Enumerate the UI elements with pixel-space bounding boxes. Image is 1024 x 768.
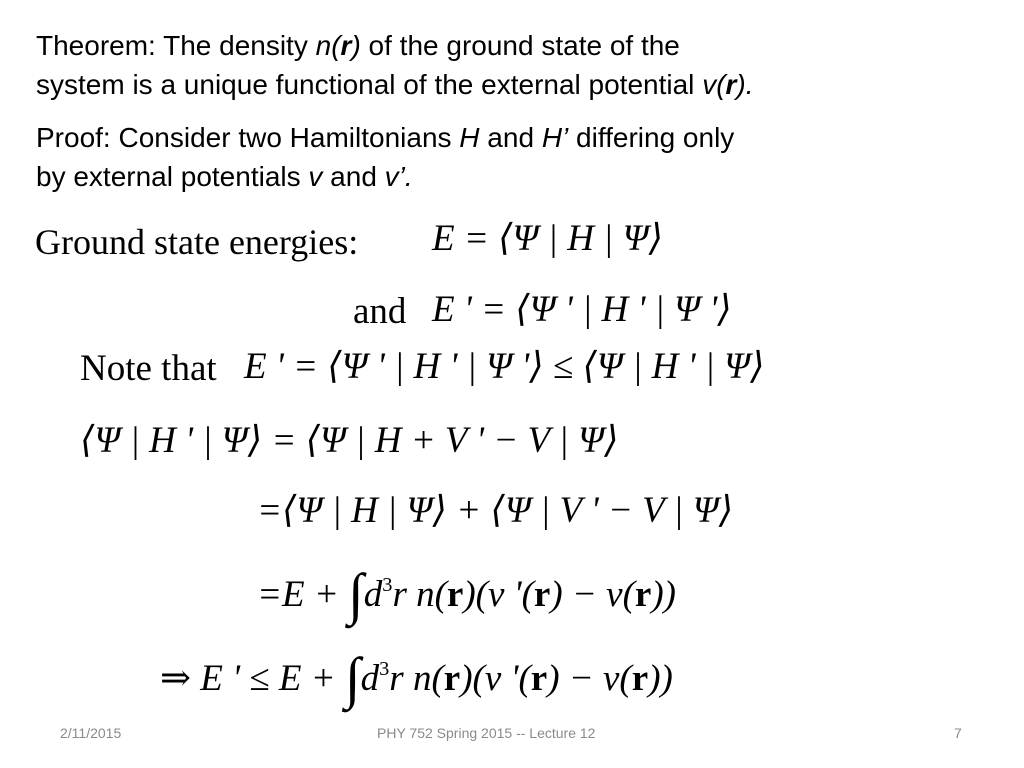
equation-inequality-text: E ' = ⟨Ψ ' | H ' | Ψ '⟩ ≤ ⟨Ψ | H ' | Ψ⟩	[244, 346, 765, 387]
equation-integral-end: ))	[651, 574, 676, 616]
equation-conclusion-end: ))	[648, 658, 673, 700]
proof-hamiltonian-h-prime: H’	[541, 122, 569, 153]
theorem-potential-r: r	[725, 69, 737, 100]
and-line	[353, 293, 406, 330]
proof-and-2: and	[322, 161, 385, 192]
equation-ground-energy-text: E = ⟨Ψ | H | Ψ⟩	[432, 218, 664, 259]
theorem-potential-close: ).	[736, 69, 754, 100]
equation-integral-mid: )(v '(	[463, 574, 534, 616]
equation-conclusion-mid: )(v '(	[460, 658, 531, 700]
proof-line-2	[36, 157, 734, 196]
proof-text	[36, 118, 734, 196]
note-line	[80, 350, 217, 387]
note-label: Note that	[80, 348, 217, 389]
ground-state-line	[35, 224, 358, 260]
equation-inequality	[244, 348, 765, 385]
theorem-density-r: r	[340, 30, 352, 61]
equation-integral-density: r n(	[392, 574, 447, 616]
theorem-density-symbol: n(	[315, 30, 341, 61]
ground-state-label: Ground state energies:	[35, 222, 359, 262]
equation-expansion-text: ⟨Ψ | H ' | Ψ⟩ = ⟨Ψ | H + V ' − V | Ψ⟩	[80, 420, 619, 461]
equation-integral-r-1: r	[446, 574, 464, 616]
equation-ground-energy-prime-text: E ' = ⟨Ψ ' | H ' | Ψ '⟩	[432, 289, 732, 330]
equation-integral-r-3: r	[634, 574, 652, 616]
theorem-line-1	[36, 26, 754, 65]
proof-potential-v-prime: v’.	[384, 161, 413, 192]
equation-conclusion-density: r n(	[389, 658, 444, 700]
equation-split	[257, 492, 733, 529]
equation-integral-r-2: r	[533, 574, 551, 616]
theorem-line-2	[36, 65, 754, 104]
equation-conclusion-r-1: r	[443, 658, 461, 700]
equation-conclusion-r-3: r	[631, 658, 649, 700]
equation-ground-energy	[432, 220, 663, 257]
page-number: 7	[954, 725, 962, 741]
equation-conclusion	[160, 647, 673, 710]
footer-course: PHY 752 Spring 2015 -- Lecture 12	[377, 725, 596, 741]
integral-sign-2: ∫	[344, 647, 361, 710]
equation-conclusion-lead: ⇒ E ' ≤ E +	[160, 658, 345, 700]
proof-line2-lead: by external potentials	[36, 161, 309, 192]
equation-integral-mid-2: ) − v(	[550, 574, 635, 616]
equation-conclusion-mid-2: ) − v(	[547, 658, 632, 700]
proof-and: and	[479, 122, 542, 153]
proof-potential-v: v	[308, 161, 323, 192]
theorem-line2-lead: system is a unique functional of the external potential	[36, 69, 703, 100]
theorem-lead: Theorem: The density	[36, 30, 316, 61]
integral-sign: ∫	[348, 563, 364, 626]
theorem-density-close: )	[351, 30, 361, 61]
proof-lead: Proof: Consider two Hamiltonians	[36, 122, 460, 153]
theorem-potential-symbol: v(	[702, 69, 726, 100]
proof-tail: differing only	[568, 122, 735, 153]
and-label: and	[353, 291, 407, 332]
footer-date: 2/11/2015	[60, 725, 122, 741]
equation-ground-energy-prime	[432, 291, 732, 328]
equation-integral-exponent: 3	[382, 573, 393, 596]
equation-integral	[257, 563, 676, 626]
proof-line-1	[36, 118, 734, 157]
proof-hamiltonian-h: H	[459, 122, 480, 153]
equation-conclusion-exponent: 3	[379, 657, 390, 680]
equation-integral-lead: =E +	[257, 574, 349, 616]
equation-integral-d: d	[363, 574, 383, 616]
equation-conclusion-r-2: r	[530, 658, 548, 700]
equation-split-text: =⟨Ψ | H | Ψ⟩ + ⟨Ψ | V ' − V | Ψ⟩	[257, 490, 734, 531]
equation-expansion	[80, 422, 619, 459]
theorem-text	[36, 26, 754, 104]
equation-conclusion-d: d	[360, 658, 380, 700]
theorem-tail: of the ground state of the	[360, 30, 680, 61]
